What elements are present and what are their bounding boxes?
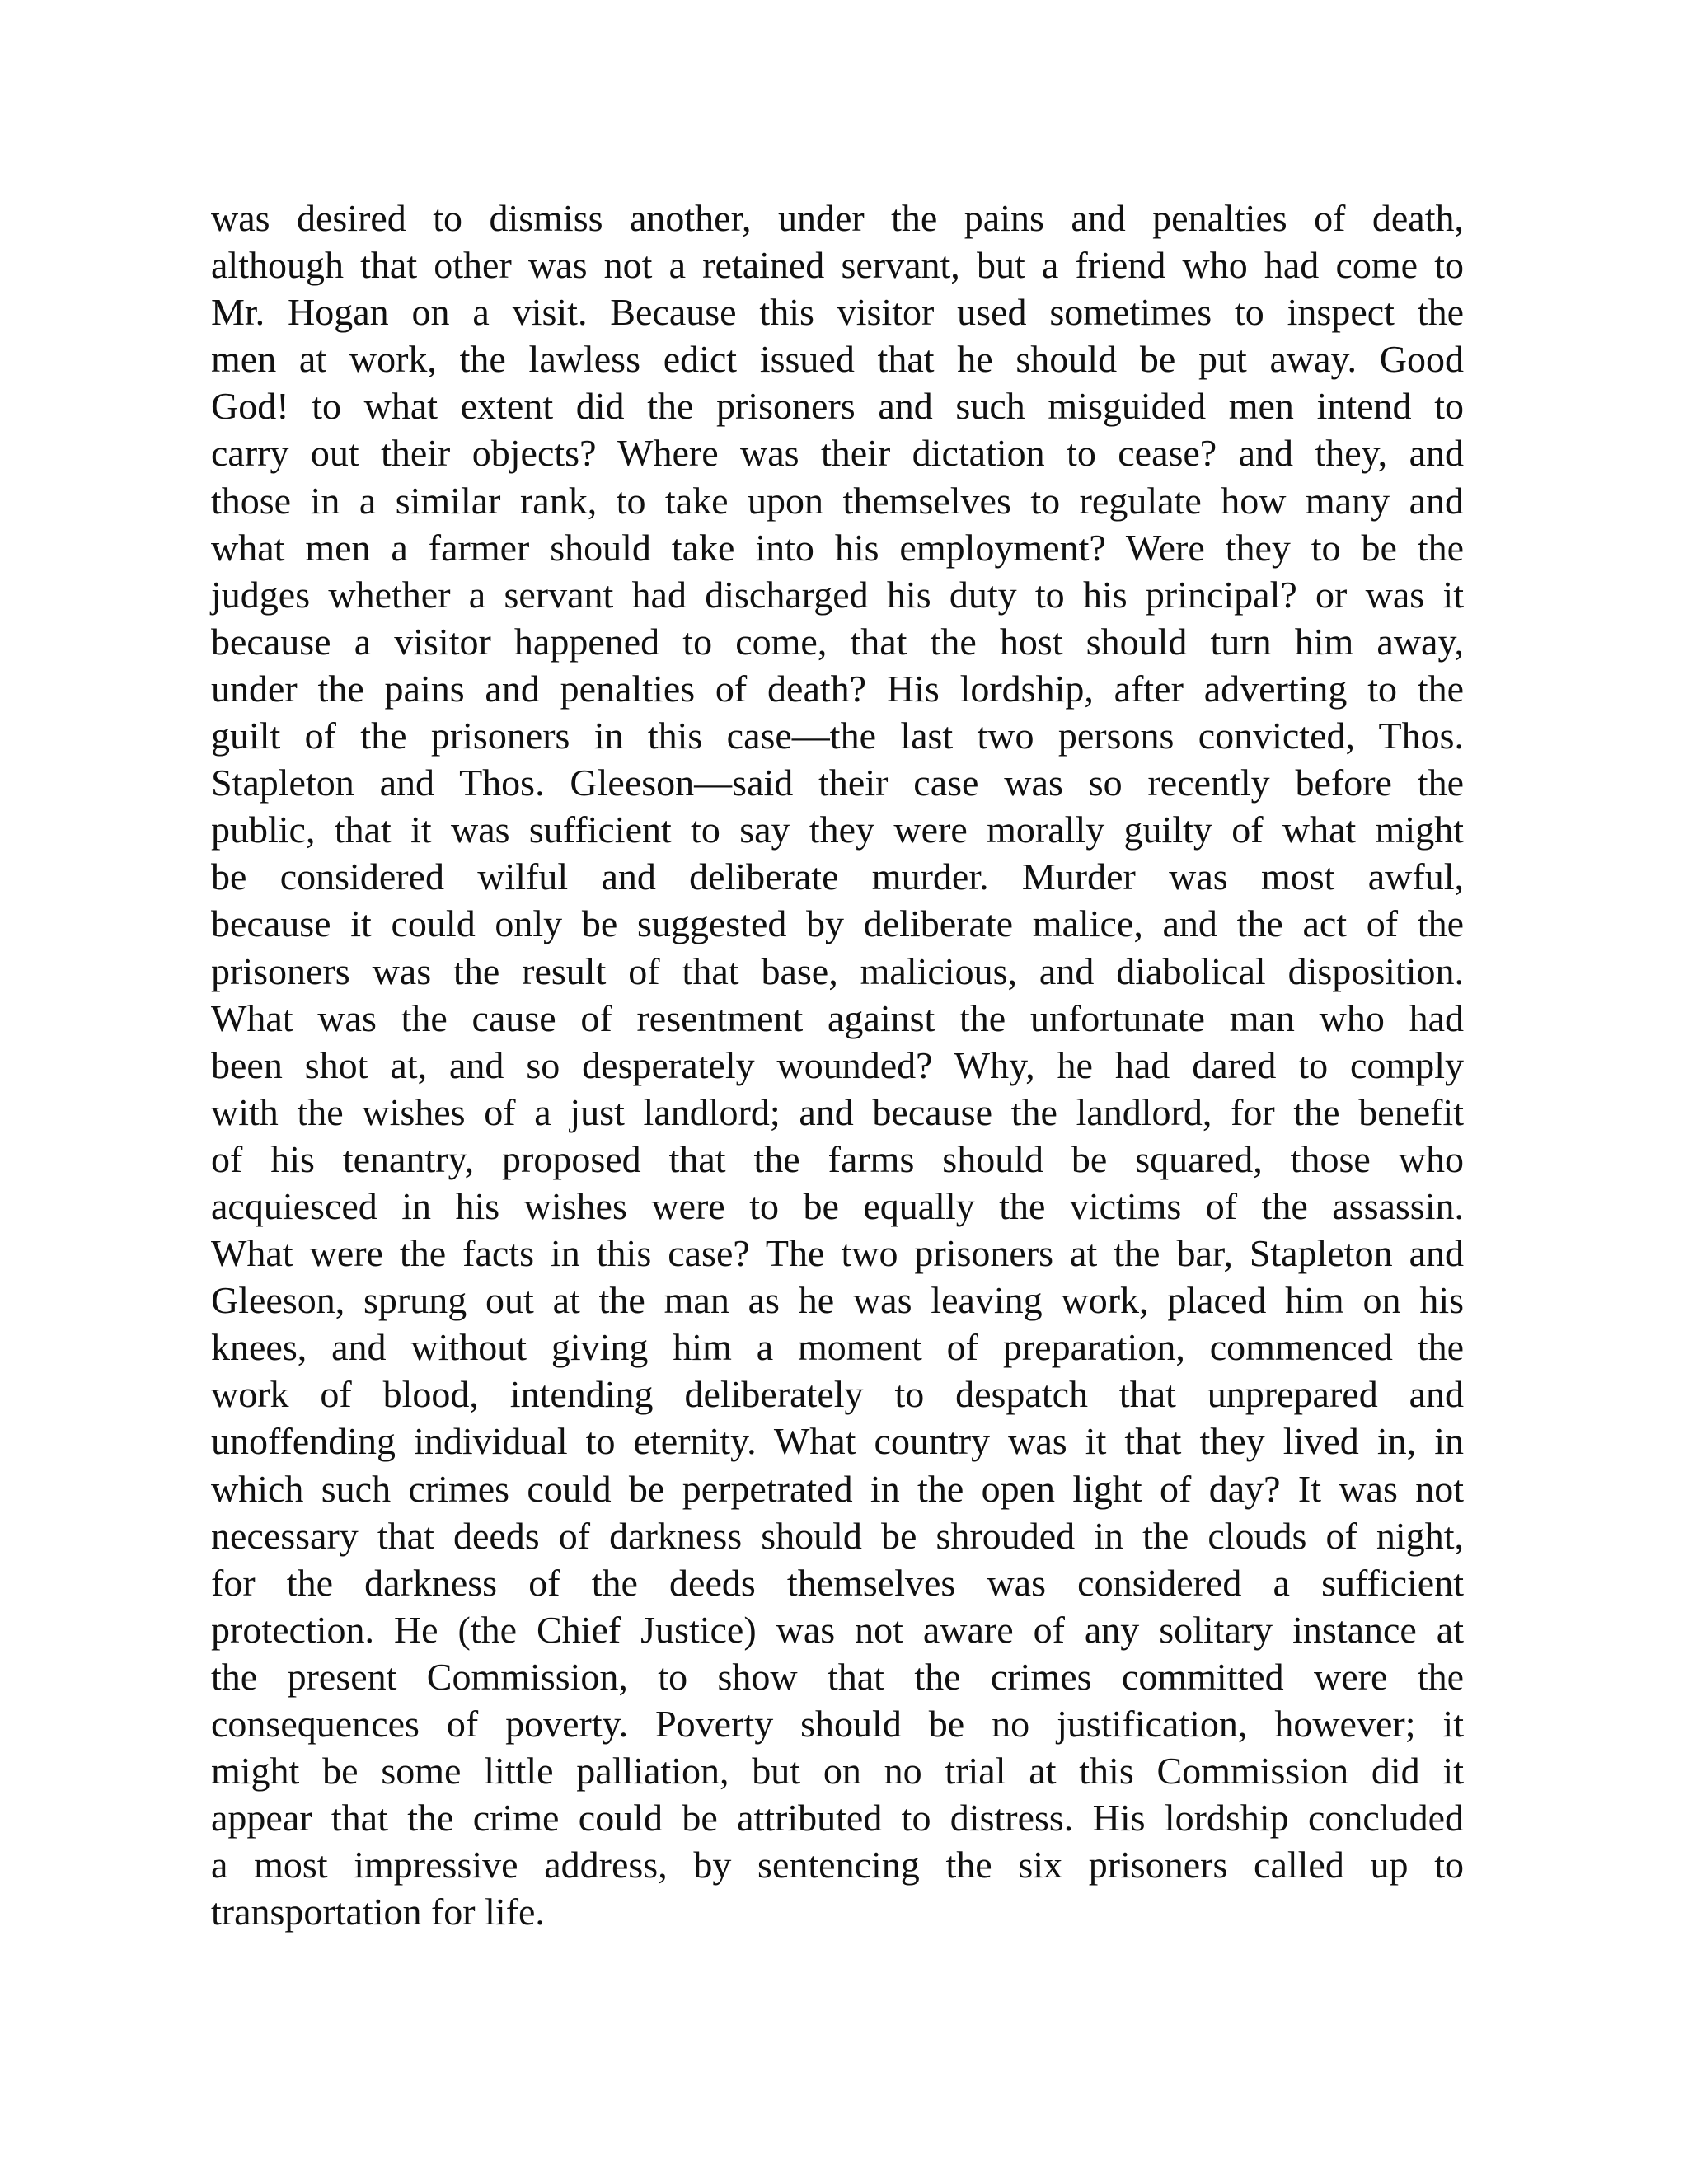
text-line: for the darkness of the deeds themselves was considered a sufficient bbox=[211, 1561, 1464, 1604]
text-line: because a visitor happened to come, that the host should turn him away, bbox=[211, 620, 1464, 663]
text-line: men at work, the lawless edict issued that he should be put away. Good bbox=[211, 338, 1464, 381]
text-line: What was the cause of resentment against the unfortunate man who had bbox=[211, 996, 1464, 1039]
text-line: of his tenantry, proposed that the farms should be squared, those who bbox=[211, 1137, 1464, 1180]
text-line: judges whether a servant had discharged his duty to his principal? or was it bbox=[211, 573, 1464, 616]
text-line: with the wishes of a just landlord; and because the landlord, for the benefit bbox=[211, 1090, 1464, 1133]
text-line: public, that it was sufficient to say they were morally guilty of what might bbox=[211, 808, 1464, 851]
text-line: acquiesced in his wishes were to be equally the victims of the assassin. bbox=[211, 1184, 1464, 1227]
text-line: transportation for life. bbox=[211, 1891, 545, 1933]
text-line: unoffending individual to eternity. What country was it that they lived in, in bbox=[211, 1420, 1464, 1463]
text-line: under the pains and penalties of death? His lordship, after adverting to the bbox=[211, 667, 1464, 710]
text-line: Stapleton and Thos. Gleeson—said their case was so recently before the bbox=[211, 762, 1464, 804]
text-line: might be some little palliation, but on no trial at this Commission did it bbox=[211, 1750, 1464, 1793]
text-line: the present Commission, to show that the crimes committed were the bbox=[211, 1655, 1464, 1698]
text-line: be considered wilful and deliberate murder. Murder was most awful, bbox=[211, 855, 1464, 898]
text-line: those in a similar rank, to take upon themselves to regulate how many and bbox=[211, 479, 1464, 522]
text-line: knees, and without giving him a moment of preparation, commenced the bbox=[211, 1326, 1464, 1369]
text-line: protection. He (the Chief Justice) was not aware of any solitary instance at bbox=[211, 1608, 1464, 1651]
text-line: Mr. Hogan on a visit. Because this visitor used sometimes to inspect the bbox=[211, 291, 1464, 334]
text-line: What were the facts in this case? The two prisoners at the bar, Stapleton and bbox=[211, 1232, 1464, 1275]
text-line: prisoners was the result of that base, malicious, and diabolical disposition. bbox=[211, 949, 1464, 992]
text-line: necessary that deeds of darkness should be shrouded in the clouds of night, bbox=[211, 1514, 1464, 1557]
text-line: appear that the crime could be attributed to distress. His lordship concluded bbox=[211, 1797, 1464, 1840]
text-line: which such crimes could be perpetrated in the open light of day? It was not bbox=[211, 1467, 1464, 1510]
text-line: work of blood, intending deliberately to despatch that unprepared and bbox=[211, 1373, 1464, 1416]
text-line: been shot at, and so desperately wounded? Why, he had dared to comply bbox=[211, 1043, 1464, 1086]
body-paragraph bbox=[211, 194, 1464, 1935]
text-line: was desired to dismiss another, under the pains and penalties of death, bbox=[211, 197, 1464, 239]
text-line: what men a farmer should take into his employment? Were they to be the bbox=[211, 526, 1464, 569]
text-line: God! to what extent did the prisoners and such misguided men intend to bbox=[211, 385, 1464, 428]
text-line: a most impressive address, by sentencing the six prisoners called up to bbox=[211, 1844, 1464, 1886]
text-line: guilt of the prisoners in this case—the last two persons convicted, Thos. bbox=[211, 715, 1464, 757]
text-line: consequences of poverty. Poverty should be no justification, however; it bbox=[211, 1703, 1464, 1745]
text-line: Gleeson, sprung out at the man as he was leaving work, placed him on his bbox=[211, 1279, 1464, 1322]
text-line: carry out their objects? Where was their dictation to cease? and they, and bbox=[211, 432, 1464, 475]
text-line: because it could only be suggested by deliberate malice, and the act of the bbox=[211, 902, 1464, 945]
text-line: although that other was not a retained servant, but a friend who had come to bbox=[211, 244, 1464, 287]
